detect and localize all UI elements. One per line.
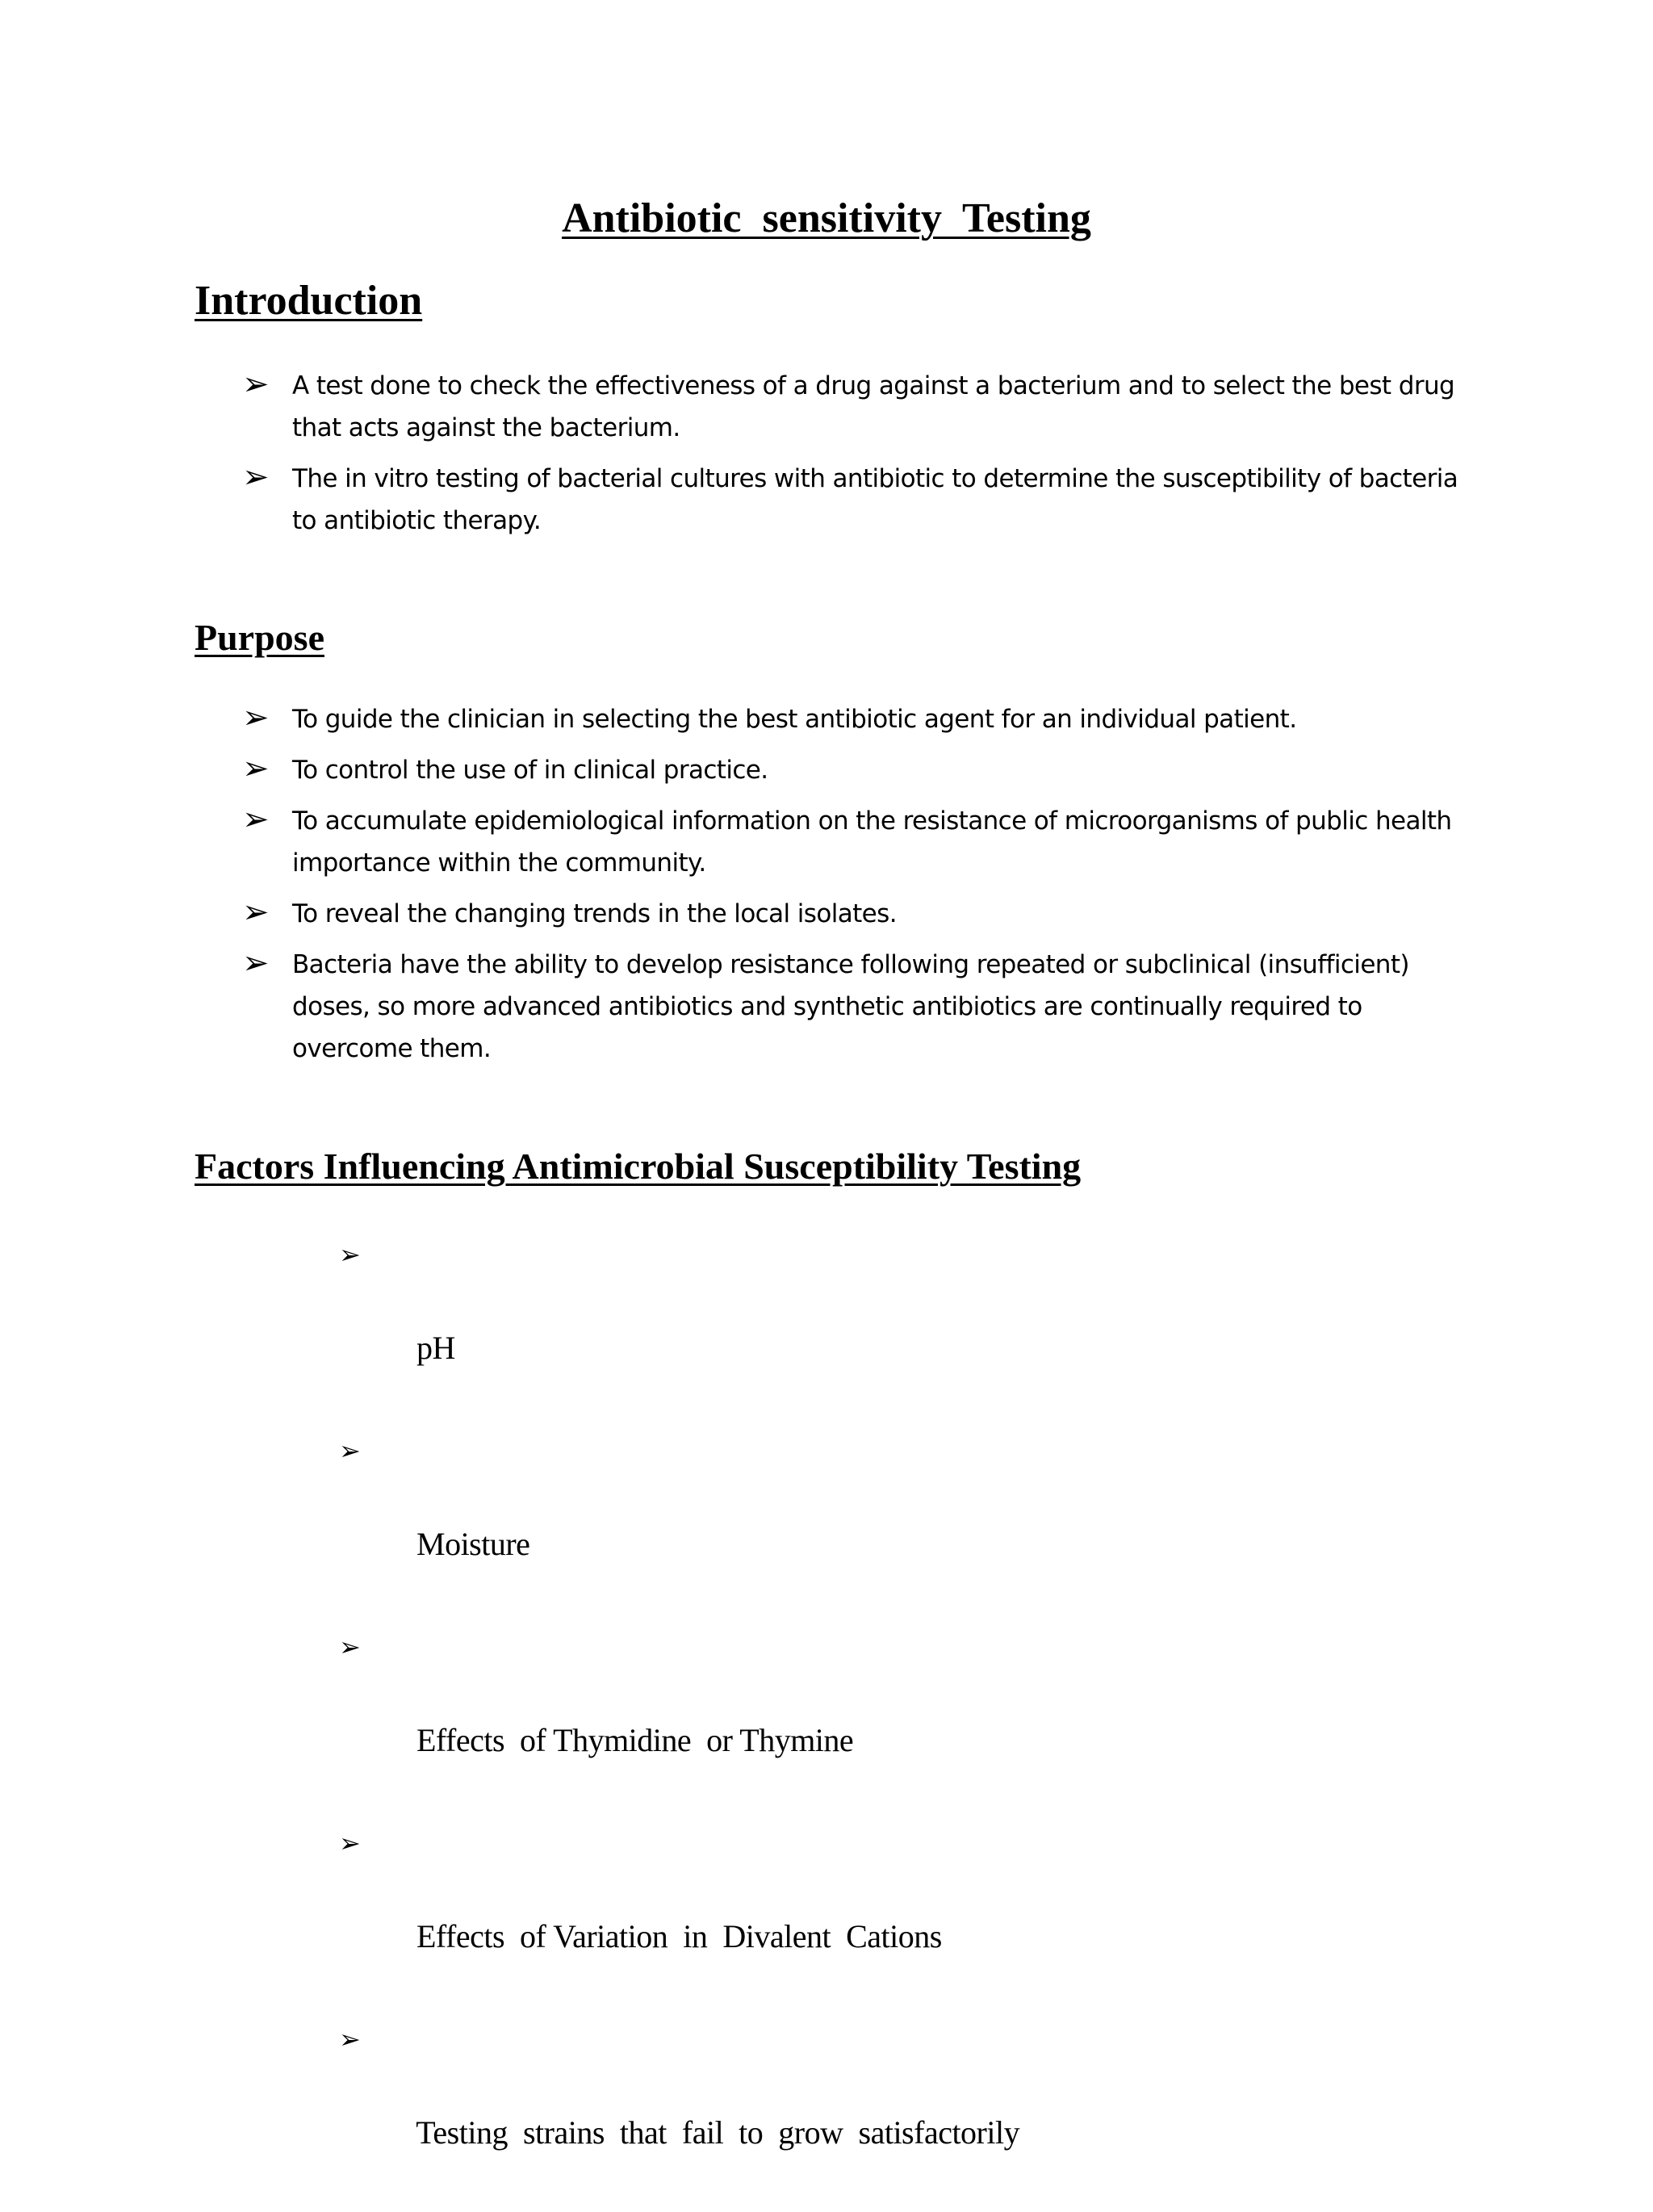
list-item-text: Effects of Variation in Divalent Cations <box>416 1918 942 1954</box>
purpose-heading: Purpose <box>195 617 324 658</box>
list-item-text: To reveal the changing trends in the local isolates. <box>292 899 897 928</box>
list-item <box>242 944 1469 1070</box>
arrow-bullet-icon: ➢ <box>339 2024 361 2055</box>
list-item-text: pH <box>416 1330 455 1366</box>
factors-heading: Factors Influencing Antimicrobial Susceptibility Testing <box>195 1146 1082 1187</box>
list-item-text: To guide the clinician in selecting the best antibiotic agent for an individual patient. <box>292 705 1297 734</box>
arrow-bullet-icon: ➢ <box>242 459 269 496</box>
purpose-list <box>242 698 1469 1079</box>
introduction-list <box>242 365 1469 551</box>
arrow-bullet-icon: ➢ <box>242 801 269 838</box>
introduction-heading: Introduction <box>195 278 423 324</box>
list-item-text: Testing strains that fail to grow satisfactorily <box>416 2114 1020 2151</box>
list-item <box>242 749 1469 791</box>
factors-list <box>339 1231 1019 2212</box>
list-item <box>242 893 1469 935</box>
list-item <box>242 698 1469 740</box>
arrow-bullet-icon: ➢ <box>242 894 269 931</box>
list-item <box>339 1820 1019 2007</box>
arrow-bullet-icon: ➢ <box>339 1632 361 1662</box>
arrow-bullet-icon: ➢ <box>339 1435 361 1466</box>
list-item <box>242 800 1469 884</box>
arrow-bullet-icon: ➢ <box>242 366 269 403</box>
list-item <box>339 1623 1019 1811</box>
list-item-text: A test done to check the effectiveness of a drug against a bacterium and to select the best drug that acts against the bacterium. <box>292 371 1455 442</box>
list-item-text: To control the use of in clinical practice. <box>292 756 768 785</box>
arrow-bullet-icon: ➢ <box>242 750 269 787</box>
list-item-text: The in vitro testing of bacterial cultures with antibiotic to determine the susceptibility of bacteria to antibiotic therapy. <box>292 464 1458 535</box>
list-item <box>339 1427 1019 1615</box>
list-item-text: Effects of Thymidine or Thymine <box>416 1722 854 1758</box>
arrow-bullet-icon: ➢ <box>339 1828 361 1858</box>
arrow-bullet-icon: ➢ <box>242 945 269 982</box>
list-item-text: Moisture <box>416 1526 530 1562</box>
arrow-bullet-icon: ➢ <box>339 1239 361 1270</box>
list-item <box>339 2016 1019 2203</box>
list-item <box>242 458 1469 542</box>
list-item-text: Bacteria have the ability to develop resistance following repeated or subclinical (insufficient) doses, so more advanced antibiotics and synthetic antibiotics are continually required to overcome them. <box>292 950 1409 1063</box>
list-item-text: To accumulate epidemiological information on the resistance of microorganisms of public health importance within the community. <box>292 806 1452 878</box>
page-title: Antibiotic sensitivity Testing <box>562 195 1091 241</box>
list-item <box>242 365 1469 449</box>
list-item <box>339 1231 1019 1418</box>
arrow-bullet-icon: ➢ <box>242 699 269 736</box>
